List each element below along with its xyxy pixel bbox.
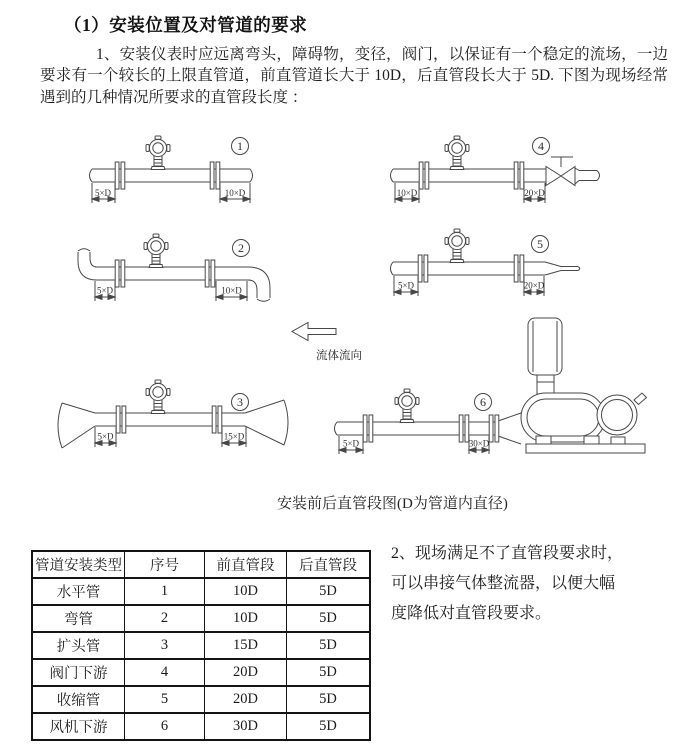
table-cell: 15D [205,632,287,659]
flowmeter-icon [146,136,170,170]
dimension-label: 10×D [224,188,246,198]
flange-icon [116,406,126,433]
dimension-label: 5×D [342,438,360,449]
flange-icon [363,415,373,442]
flowmeter-icon [445,229,469,263]
table-cell: 10D [205,605,287,632]
table-cell: 5D [287,713,371,740]
svg-text:6: 6 [480,395,486,409]
table-row [32,659,370,686]
note-line: 可以串接气体整流器，以便大幅 [391,575,616,592]
table-cell: 5D [287,605,371,632]
svg-text:2: 2 [238,241,244,255]
diagram-5 [391,229,580,296]
expander-cone-right [245,400,288,445]
flowmeter-icon [395,389,419,423]
flange-icon [514,255,524,282]
svg-text:1: 1 [237,139,243,153]
flowmeter-icon [144,234,168,268]
flange-icon [419,162,429,189]
intro-paragraph: 1、安装仪表时应远离弯头，障碍物，变径，阀门，以保证有一个稳定的流场，一边要求有一个较长的上限直管道，前直管道长大于 10D，后直管段长大于 5D. 下图为现场经常遇到的几种情况所要求的直管段长度 ： [40,46,668,106]
pipe-open-end [250,169,253,182]
flowmeter-icon [445,136,469,170]
table-cell: 风机下游 [32,713,125,740]
flowmeter-icon [146,380,170,414]
table-cell: 5D [287,659,371,686]
diagram-number-badge [232,138,249,155]
diagram-number-badge [232,394,249,411]
inlet-expansion [498,413,521,444]
dimension-label: 5×D [96,285,114,296]
svg-text:5: 5 [537,237,543,251]
table-cell: 扩头管 [32,632,125,659]
dimension-left [92,183,115,203]
flange-icon [459,415,469,442]
table-header-row [32,551,370,578]
flange-icon [205,260,215,287]
pipe-open-end [90,169,93,182]
pipe-after-valve [575,168,600,184]
note-line: 2、现场满足不了直管段要求时， [391,545,624,562]
flow-direction [292,323,362,363]
expander-cone-left [58,403,95,448]
flange-icon [115,260,125,287]
dimension-label: 20×D [524,188,545,198]
dimension-right [222,427,246,447]
reducer-icon [545,262,580,275]
flange-icon [212,406,222,433]
valve-icon [561,167,575,186]
dimension-label: 5×D [94,188,112,198]
pipe-open-end [391,262,394,275]
dimension-label: 10×D [396,188,418,198]
dimension-label: 5×D [397,280,415,291]
table-cell: 20D [205,686,287,713]
flange-icon [514,162,524,189]
dimension-right [469,436,490,454]
figure-caption: 安装前后直管段图(D为管道内直径) [277,496,508,512]
diagram-4 [391,136,600,203]
elbow-down [248,267,270,301]
diagram-number-badge [533,138,550,155]
elbow-up [78,249,97,280]
blower-icon [521,318,647,453]
valve-icon [546,167,561,186]
pipe-open-end [391,169,394,182]
dimension-left [95,281,115,301]
table-cell: 20D [205,659,287,686]
note-paragraph [391,539,681,629]
dimension-label: 15×D [223,431,245,442]
dimension-right [216,281,247,301]
dimension-right [220,183,250,203]
table-cell: 30D [205,713,287,740]
table-row [32,632,370,659]
col-header-pipe-type: 管道安装类型 [32,551,125,578]
diagram-number-badge [233,240,250,257]
col-header-index: 序号 [125,551,205,578]
table-cell: 收缩管 [32,686,125,713]
flow-direction-label: 流体流向 [316,350,362,362]
section-title: （1）安装位置及对管道的要求 [64,15,308,35]
diagram-1 [90,136,253,203]
table-cell: 阀门下游 [32,659,125,686]
straight-pipe-table [31,550,371,741]
dimension-left [95,427,116,447]
table-row [32,713,370,740]
dimension-left [395,183,419,203]
dimension-label: 30×D [468,438,490,449]
table-cell: 2 [125,605,205,632]
table-cell: 弯管 [32,605,125,632]
svg-text:4: 4 [538,139,544,153]
table-cell: 6 [125,713,205,740]
table-cell: 5D [287,632,371,659]
table-cell: 10D [205,578,287,605]
diagram-2 [78,234,270,301]
left-arrow-icon [292,323,336,341]
pipe-open-end [335,422,338,435]
flange-icon [418,255,428,282]
col-header-upstream: 前直管段 [205,551,287,578]
flange-icon [489,415,499,442]
installation-diagrams [0,125,700,485]
dimension-label: 5×D [97,431,114,442]
diagram-number-badge [475,394,492,411]
table-cell: 3 [125,632,205,659]
pipe [337,422,498,435]
table-row [32,578,370,605]
flange-icon [210,162,220,189]
diagram-6 [335,318,647,454]
table-cell: 5D [287,578,371,605]
dimension-right [524,183,545,203]
table-cell: 4 [125,659,205,686]
diagram-number-badge [532,236,549,253]
dimension-label: 10×D [221,285,242,296]
table-row [32,686,370,713]
col-header-downstream: 后直管段 [287,551,371,578]
table-cell: 5 [125,686,205,713]
dimension-left [394,276,418,296]
table-cell: 水平管 [32,578,125,605]
dimension-left [339,436,363,454]
note-line: 度降低对直管段要求。 [391,605,552,622]
valve-handle [551,157,573,167]
diagram-3 [58,380,288,448]
flange-icon [115,162,125,189]
table-cell: 5D [287,686,371,713]
svg-text:3: 3 [237,395,243,409]
dimension-label: 20×D [523,280,545,291]
dimension-right [524,276,545,296]
table-row [32,605,370,632]
table-cell: 1 [125,578,205,605]
